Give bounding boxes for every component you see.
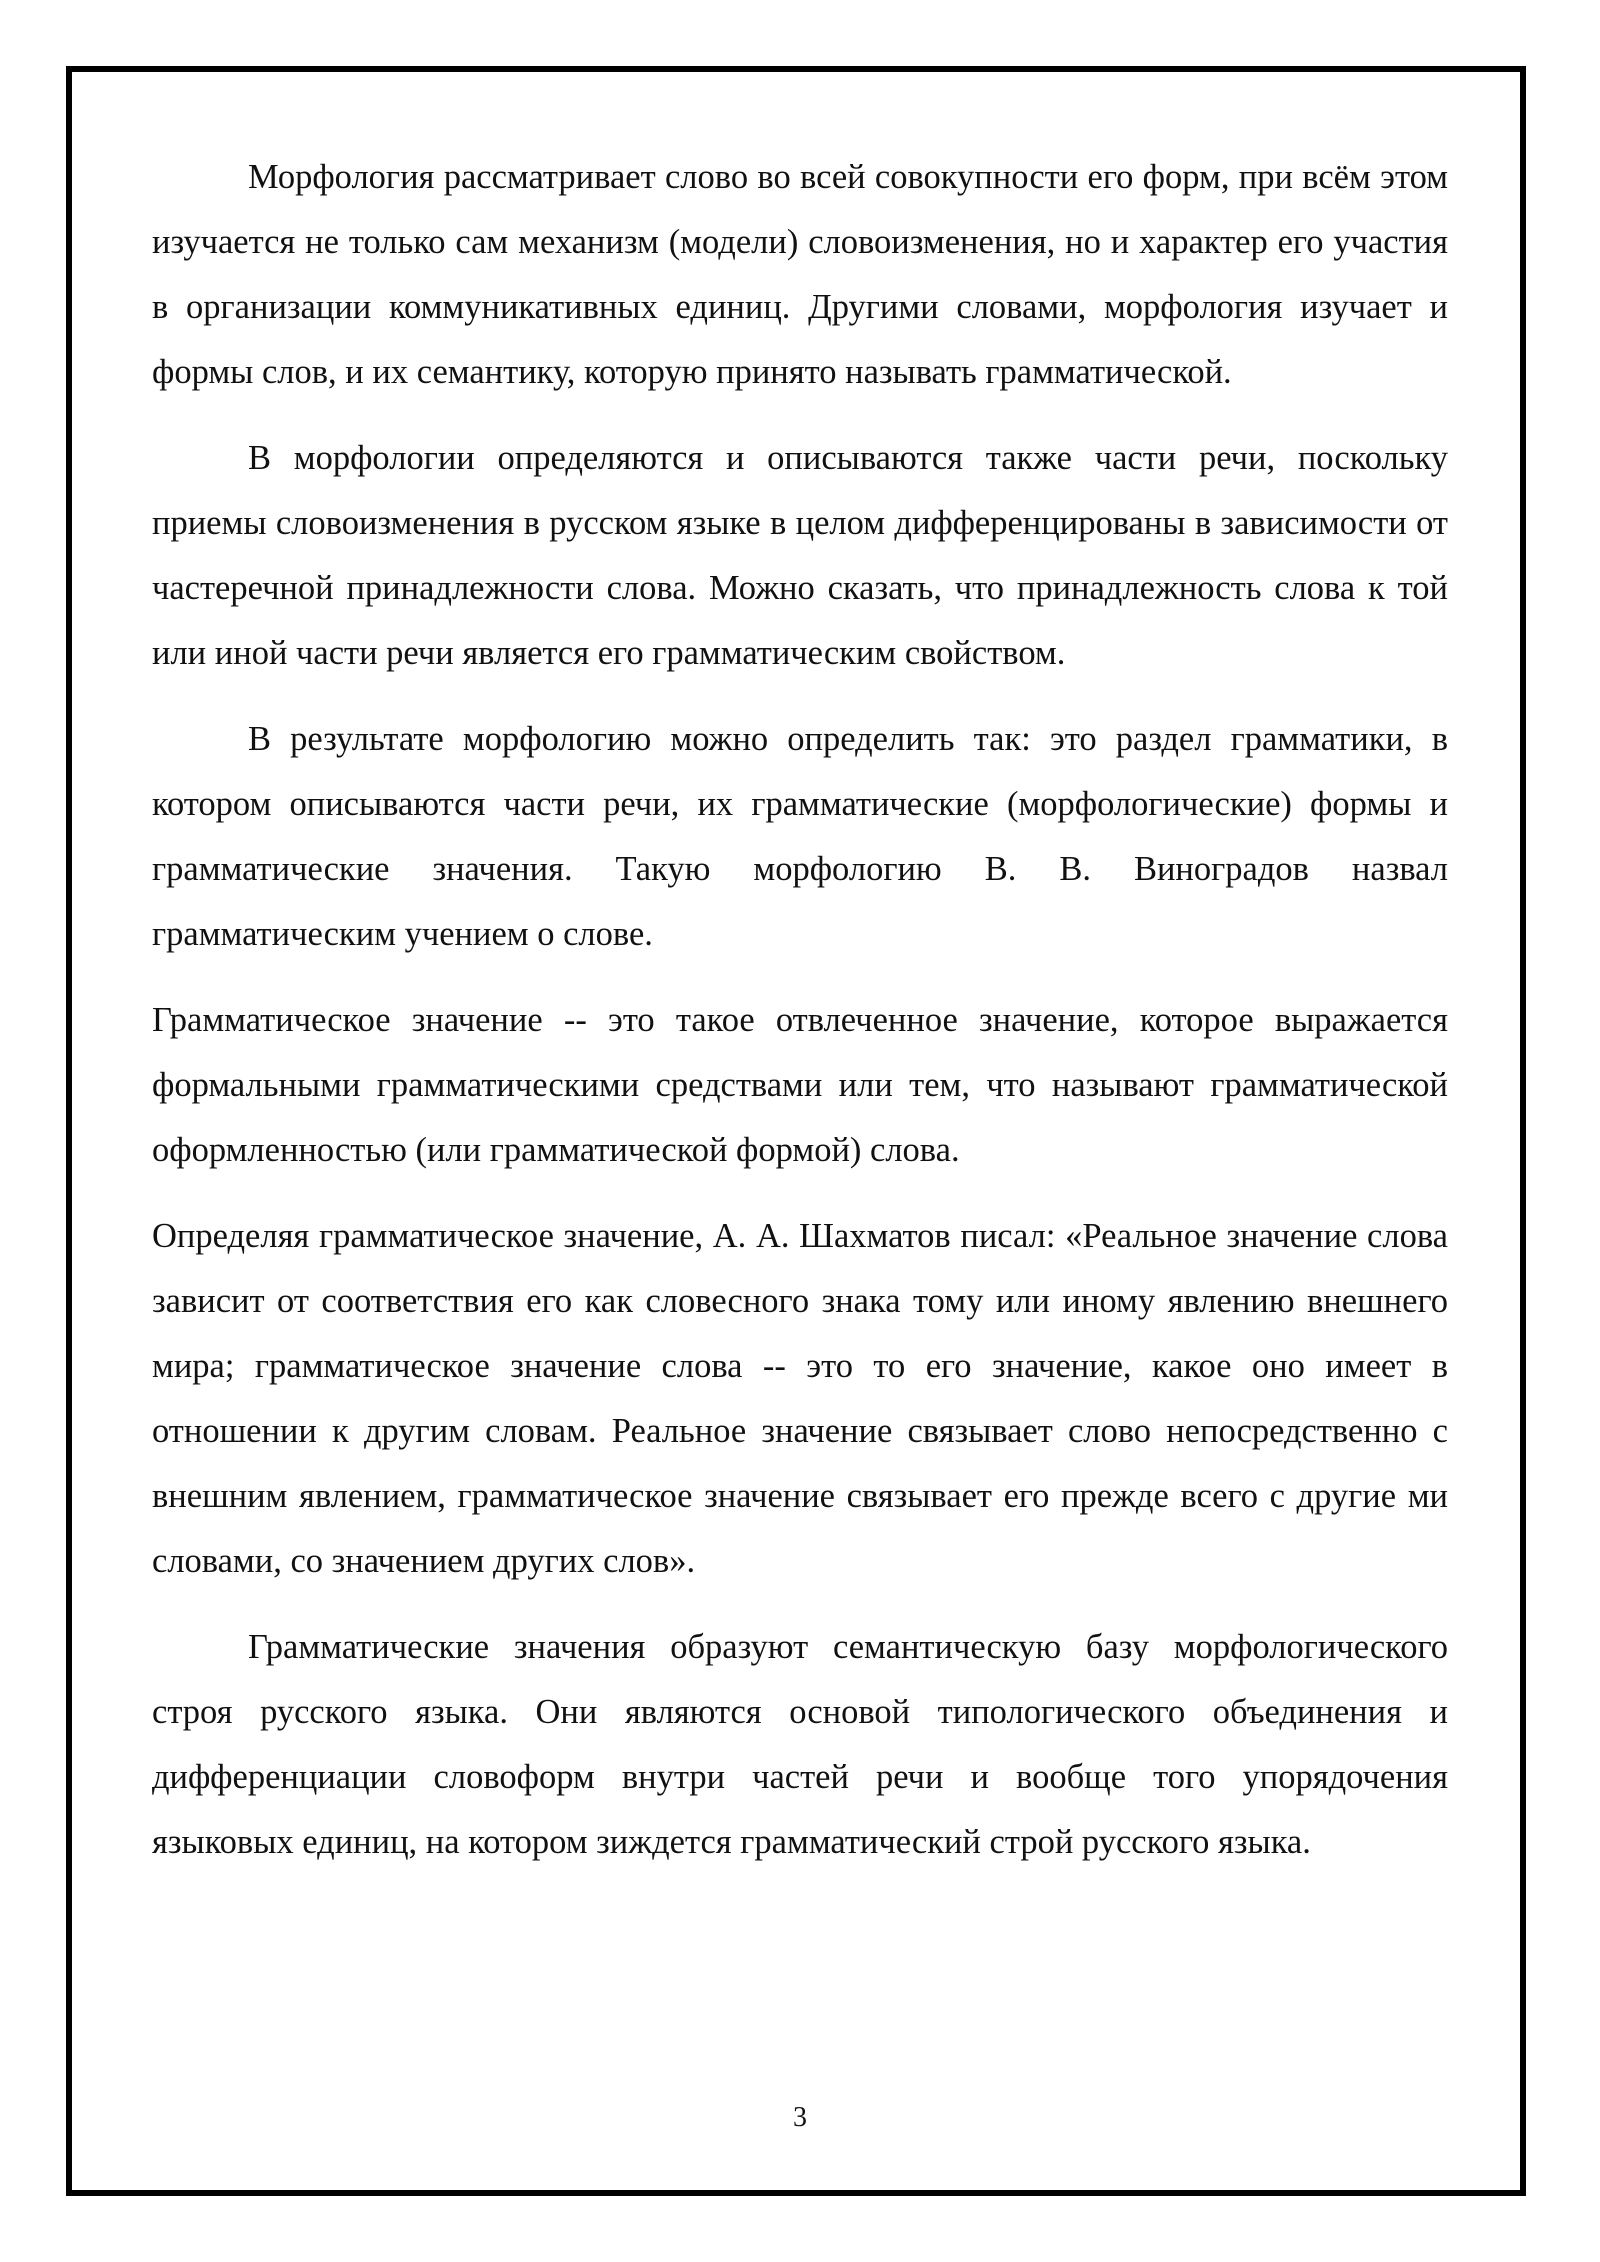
document-body xyxy=(152,145,1448,1896)
paragraph-2: В морфологии определяются и описываются также части речи, поскольку приемы словоизменения в русском языке в целом дифференцированы в зависимости от частеречной принадлежности слова. Можно сказать, что принадлежность слова к той или иной части речи является его грамматическим свойством. xyxy=(152,439,1448,672)
paragraph-3: В результате морфологию можно определить так: это раздел грамматики, в котором описываются части речи, их грамматические (морфологические) формы и грамматические значения. Такую морфологию В. В. Виноградов назвал грамматическим учением о слове. xyxy=(152,720,1448,953)
paragraph-6: Грамматические значения образуют семантическую базу морфологического строя русского языка. Они являются основой типологического объединения и дифференциации словоформ внутри частей речи и вообще того упорядочения языковых единиц, на котором зиждется грамматический строй русского языка. xyxy=(152,1628,1448,1861)
paragraph-4: Грамматическое значение -- это такое отвлеченное значение, которое выражается формальными грамматическими средствами или тем, что называют грамматической оформленностью (или грамматической формой) слова. xyxy=(152,1001,1448,1169)
page-number: 3 xyxy=(793,2102,807,2133)
paragraph-5: Определяя грамматическое значение, А. А. Шахматов писал: «Реальное значение слова зависит от соответствия его как словесного знака тому или иному явлению внешнего мира; грамматическое значение слова -- это то его значение, какое оно имеет в отношении к другим словам. Реальное значение связывает слово непосредственно с внешним явлением, грамматическое значение связывает его прежде всего с другие ми словами, со значением других слов». xyxy=(152,1217,1448,1580)
paragraph-1: Морфология рассматривает слово во всей совокупности его форм, при всём этом изучается не только сам механизм (модели) словоизменения, но и характер его участия в организации коммуникативных единиц. Другими словами, морфология изучает и формы слов, и их семантику, которую принято называть грамматической. xyxy=(152,158,1448,391)
